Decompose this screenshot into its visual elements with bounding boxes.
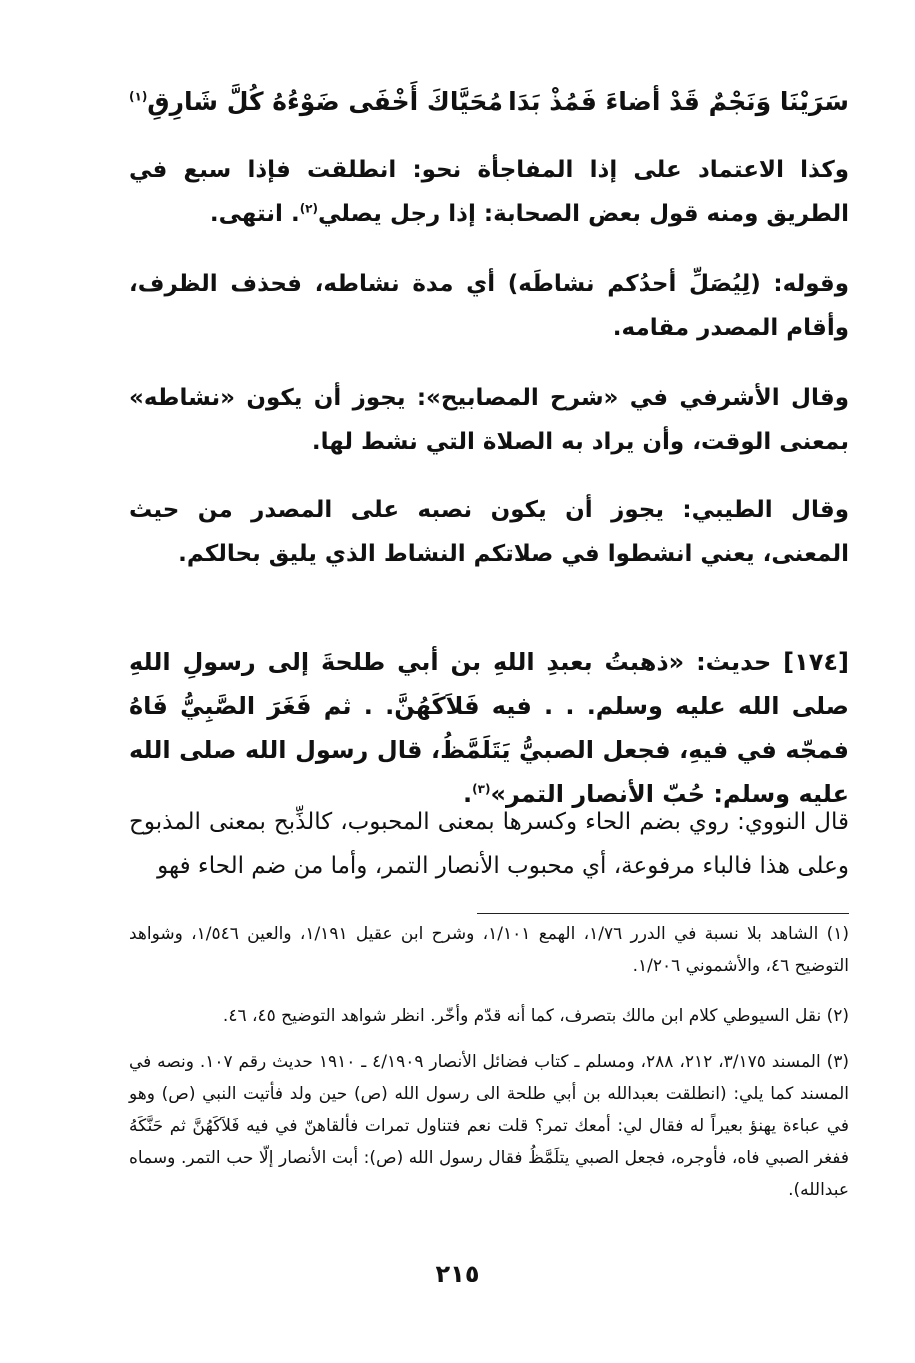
footnote-text: نقل السيوطي كلام ابن مالك بتصرف، كما أنه قدّم وأخّر. انظر شواهد التوضيح ٤٥، ٤٦. [222, 1006, 822, 1026]
footnote-ref-2: (٢) [299, 201, 318, 216]
hadith-174: [١٧٤] حديث: «ذهبتُ بعبدِ اللهِ بن أبي طلحةَ إلى رسولِ اللهِ صلى الله عليه وسلم. . . فيه فَلاَكَهُنَّ. . ثم فَغَرَ الصَّبِيُّ فَاهُ فمجّه في فيهِ، فجعل الصبيُّ يَتَلَمَّظُ، قال رسول الله صلى الله عليه وسلم: حُبّ الأنصار التمر»$^{(٣)}$. [129, 648, 850, 808]
verse-first-hemistich: سَرَيْنَا وَنَجْمٌ قَدْ أضاءَ فَمُذْ بَدَا [508, 87, 849, 116]
footnote-2 [129, 1000, 849, 1032]
hadith-lead: حديث: [696, 648, 772, 676]
footnote-text: الشاهد بلا نسبة في الدرر ١/٧٦، الهمع ١/١٠١، وشرح ابن عقيل ١/١٩١، والعين ١/٥٤٦، وشواهد التوضيح ٤٦، والأشموني ١/٢٠٦. [129, 924, 849, 976]
footnote-marker: (١) [826, 924, 850, 944]
paragraph-nawawi: قال النووي: روي بضم الحاء وكسرها بمعنى المحبوب، كالذِّبح بمعنى المذبوح وعلى هذا فالباء مرفوعة، أي محبوب الأنصار التمر، وأما من ضم الحاء فهو [129, 809, 849, 879]
hadith-number: [١٧٤] [783, 648, 850, 676]
paragraph-nashatah: وقوله: (لِيُصَلِّ أحدُكم نشاطَه) أي مدة نشاطه، فحذف الظرف، وأقام المصدر مقامه. [129, 271, 849, 341]
footnote-marker: (٢) [826, 1006, 849, 1026]
footnote-ref-3: (٣) [472, 782, 491, 796]
footnote-text: المسند ٣/١٧٥، ٢١٢، ٢٨٨، ومسلم ـ كتاب فضائل الأنصار ٤/١٩٠٩ ـ ١٩١٠ حديث رقم ١٠٧. ونصه في المسند كما يلي: (انطلقت بعبدالله بن أبي طلحة الى رسول الله (ص) حين ولد فأتيت النبي (ص) وهو في عباءة يهنؤ بعيراً له فقال لي: أمعك تمر؟ قلت نعم فتناول تمرات فألقاهنّ في فيه فَلاَكَهُنَّ ثم حَنَّكَهُ ففغر الصبي فاه، فأوجره، فجعل الصبي يتلَمَّظُ فقال رسول الله (ص): أبت الأنصار إلّا حب التمر. وسماه عبدالله). [129, 1052, 849, 1200]
footnote-ref-1: (١) [129, 89, 148, 104]
poem-verse [129, 80, 849, 124]
footnote-1 [129, 918, 849, 982]
page-number: ٢١٥ [435, 1260, 480, 1288]
paragraph-ijtimad: وكذا الاعتماد على إذا المفاجأة نحو: انطلقت فإذا سبع في الطريق ومنه قول بعض الصحابة: إذا رجل يصلي$^{(٢)}$. انتهى. [129, 157, 849, 227]
paragraph-tibi: وقال الطيبي: يجوز أن يكون نصبه على المصدر من حيث المعنى، يعني انشطوا في صلاتكم النشاط الذي يليق بحالكم. [129, 497, 849, 567]
footnote-3 [129, 1046, 849, 1206]
footnote-separator [477, 913, 849, 914]
verse-second-hemistich: مُحَيَّاكَ أَخْفَى ضَوْءُهُ كُلَّ شَارِقِ$^{(١)}$ [129, 87, 503, 116]
hadith-text: «ذهبتُ بعبدِ اللهِ بن أبي طلحةَ إلى رسولِ اللهِ صلى الله عليه وسلم. . . فيه فَلاَكَهُنَّ. . ثم فَغَرَ الصَّبِيُّ فَاهُ فمجّه في فيهِ، فجعل الصبيُّ يَتَلَمَّظُ، قال رسول الله صلى الله عليه وسلم: حُبّ الأنصار التمر» [129, 648, 849, 808]
footnote-marker: (٣) [826, 1052, 850, 1072]
paragraph-ashrafi: وقال الأشرفي في «شرح المصابيح»: يجوز أن يكون «نشاطه» بمعنى الوقت، وأن يراد به الصلاة التي نشط لها. [129, 385, 849, 455]
